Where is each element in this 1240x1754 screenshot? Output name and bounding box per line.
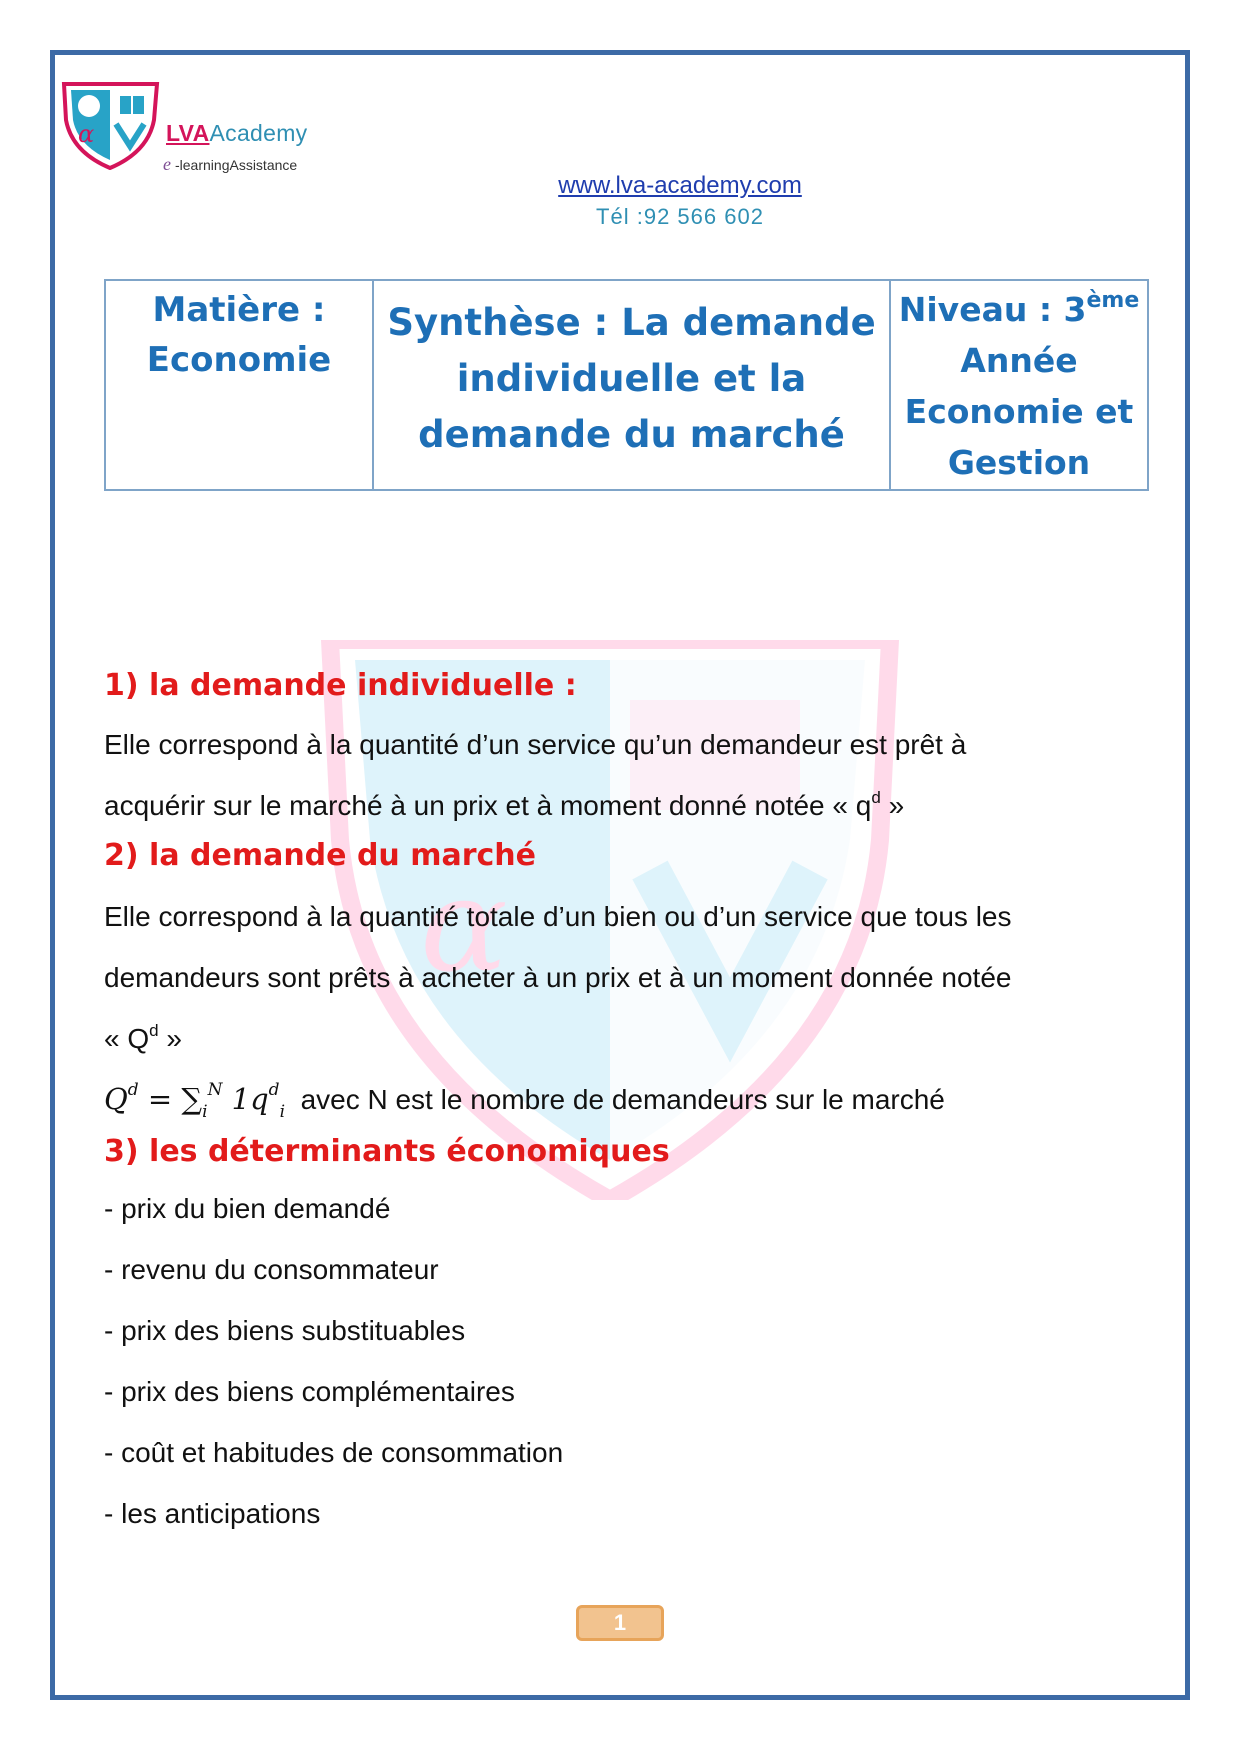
- svg-text:α: α: [78, 120, 95, 148]
- paragraph-line: Elle correspond à la quantité totale d’un bien ou d’un service que tous les: [104, 901, 1012, 932]
- section-heading-determinants: 3) les déterminants économiques: [104, 1134, 670, 1169]
- phone-number: Tél :92 566 602: [596, 204, 764, 229]
- brand-name: LVAAcademy: [166, 120, 308, 146]
- header-table: [104, 279, 1149, 491]
- paragraph-line: demandeurs sont prêts à acheter à un prix et à un moment donnée notée: [104, 962, 1012, 993]
- formula-explanation: avec N est le nombre de demandeurs sur le marché: [300, 1084, 945, 1115]
- website-link[interactable]: www.lva-academy.com: [558, 172, 802, 199]
- section-heading-market-demand: 2) la demande du marché: [104, 838, 537, 873]
- list-item: - prix du bien demandé: [104, 1193, 391, 1224]
- title-line-2: individuelle et la: [456, 357, 807, 400]
- subject-value: Economie: [146, 340, 332, 380]
- market-demand-formula: $Q^d = \sum_i^N$ $1q^d_i$ avec N est le nombre de demandeurs sur le marché: [104, 1080, 945, 1122]
- list-item: - revenu du consommateur: [104, 1254, 439, 1285]
- paragraph-line: Elle correspond à la quantité d’un service qu’un demandeur est prêt à: [104, 729, 967, 760]
- list-item: - les anticipations: [104, 1498, 321, 1529]
- level-line-4: Gestion: [947, 443, 1091, 482]
- paragraph-line: « $Q^d$ »: [104, 1021, 182, 1054]
- subject-cell: [105, 280, 373, 490]
- list-item: - coût et habitudes de consommation: [104, 1437, 564, 1468]
- level-cell: [890, 280, 1148, 490]
- title-line-1: Synthèse : La demande: [387, 301, 876, 344]
- main-content: [104, 660, 1144, 1544]
- svg-text:α: α: [420, 849, 508, 1001]
- page-number-badge: 1: [576, 1605, 664, 1641]
- brand-tagline: e -learningAssistance: [163, 154, 298, 174]
- list-item: - prix des biens substituables: [104, 1315, 466, 1346]
- level-line-2: Année: [960, 341, 1078, 380]
- title-line-3: demande du marché: [418, 413, 845, 456]
- list-item: - prix des biens complémentaires: [104, 1376, 515, 1407]
- subject-label: Matière :: [152, 290, 326, 330]
- level-line-3: Economie et: [904, 392, 1134, 431]
- title-cell: [373, 280, 890, 490]
- section-heading-individual-demand: 1) la demande individuelle :: [104, 668, 577, 703]
- paragraph-line: acquérir sur le marché à un prix et à moment donné notée « $q^d$ »: [104, 788, 905, 821]
- level-label: Niveau : 3ème: [898, 288, 1140, 329]
- lva-academy-logo: [58, 80, 163, 170]
